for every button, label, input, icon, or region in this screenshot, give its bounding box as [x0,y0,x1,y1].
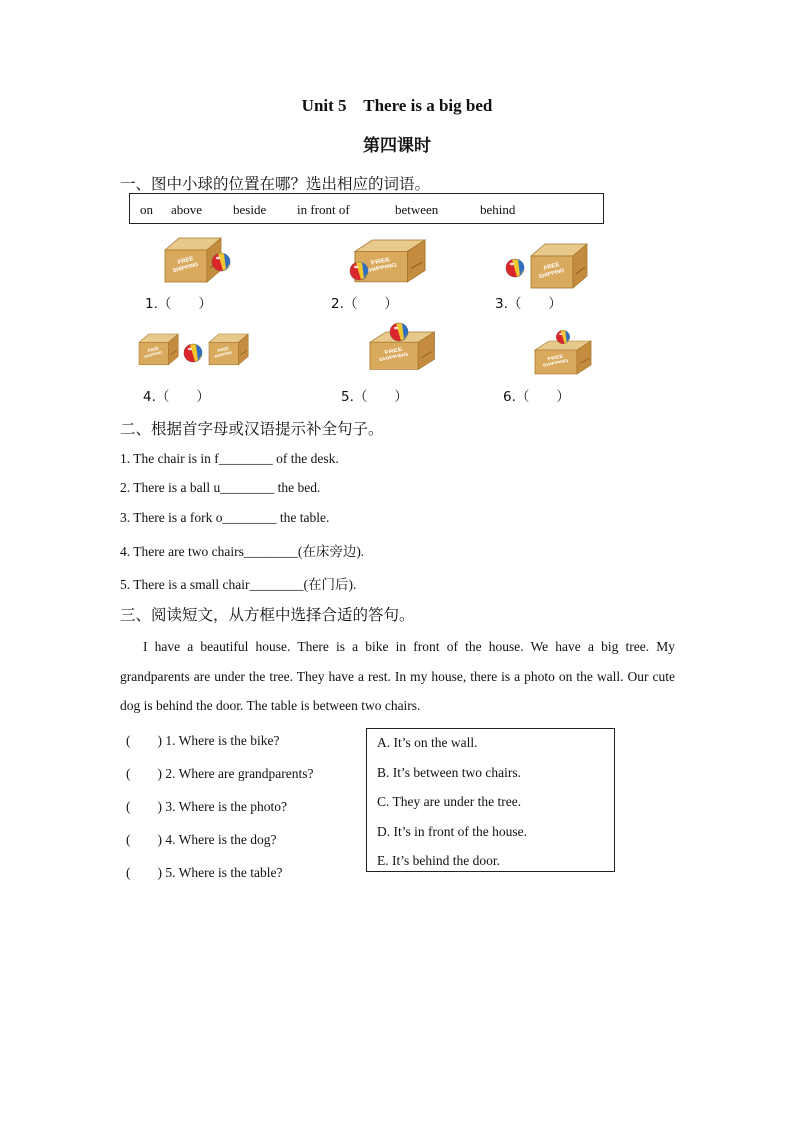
section3-heading: 三、阅读短文，从方框中选择合适的答句。 [120,606,415,624]
picture-2 [355,240,430,290]
ball-icon [390,323,408,341]
item-5-blank[interactable]: 5.（ ） [341,389,408,405]
item-2-blank[interactable]: 2.（ ） [331,296,398,312]
lesson-subtitle: 第四课时 [363,136,431,156]
picture-6 [535,327,595,375]
ball-icon [184,344,202,362]
picture-4 [139,334,251,374]
answer-box [366,728,615,872]
word-bank-item: behind [480,202,516,217]
question-4: ( ) 4. Where is the dog? [126,832,277,847]
sentence-2: 2. There is a ball u________ the bed. [120,480,321,495]
answer-d: D. It’s in front of the house. [377,824,527,839]
section1-heading: 一、图中小球的位置在哪？选出相应的词语。 [120,175,431,193]
page-title: Unit 5 There is a big bed [301,96,493,115]
word-bank-item: on [140,202,153,217]
sentence-5: 5. There is a small chair________(在门后). [120,577,357,592]
word-bank-item: between [395,202,439,217]
question-3: ( ) 3. Where is the photo? [126,799,287,814]
word-bank-box [129,193,604,224]
section2-heading: 二、根据首字母或汉语提示补全句子。 [120,420,384,438]
sentence-1: 1. The chair is in f________ of the desk. [120,451,339,466]
ball-icon [212,253,230,271]
sentence-4: 4. There are two chairs________(在床旁边). [120,544,365,559]
picture-1 [165,238,235,290]
question-2: ( ) 2. Where are grandparents? [126,766,314,781]
picture-3 [505,244,590,289]
item-3-blank[interactable]: 3.（ ） [495,296,562,312]
answer-a: A. It’s on the wall. [377,735,478,750]
item-4-blank[interactable]: 4.（ ） [143,389,210,405]
word-bank-item: in front of [297,202,350,217]
item-6-blank[interactable]: 6.（ ） [503,389,570,405]
ball-icon [350,262,368,280]
question-5: ( ) 5. Where is the table? [126,865,283,880]
reading-passage [120,632,675,721]
sentence-3: 3. There is a fork o________ the table. [120,510,330,525]
answer-e: E. It’s behind the door. [377,853,500,868]
question-1: ( ) 1. Where is the bike? [126,733,280,748]
item-1-blank[interactable]: 1.（ ） [145,296,212,312]
answer-c: C. They are under the tree. [377,794,522,809]
word-bank-item: above [171,202,203,217]
passage-text: I have a beautiful house. There is a bike in front of the house. We have a big tree. My grandparents are under the tree. They have a rest. In my house, there is a photo on the wall. Our cute dog is behind the door. The table is between two chairs. [120,639,675,713]
ball-icon [506,259,524,277]
word-bank-item: beside [233,202,267,217]
picture-5 [370,324,435,370]
answer-b: B. It’s between two chairs. [377,765,521,780]
ball-icon [556,330,570,344]
